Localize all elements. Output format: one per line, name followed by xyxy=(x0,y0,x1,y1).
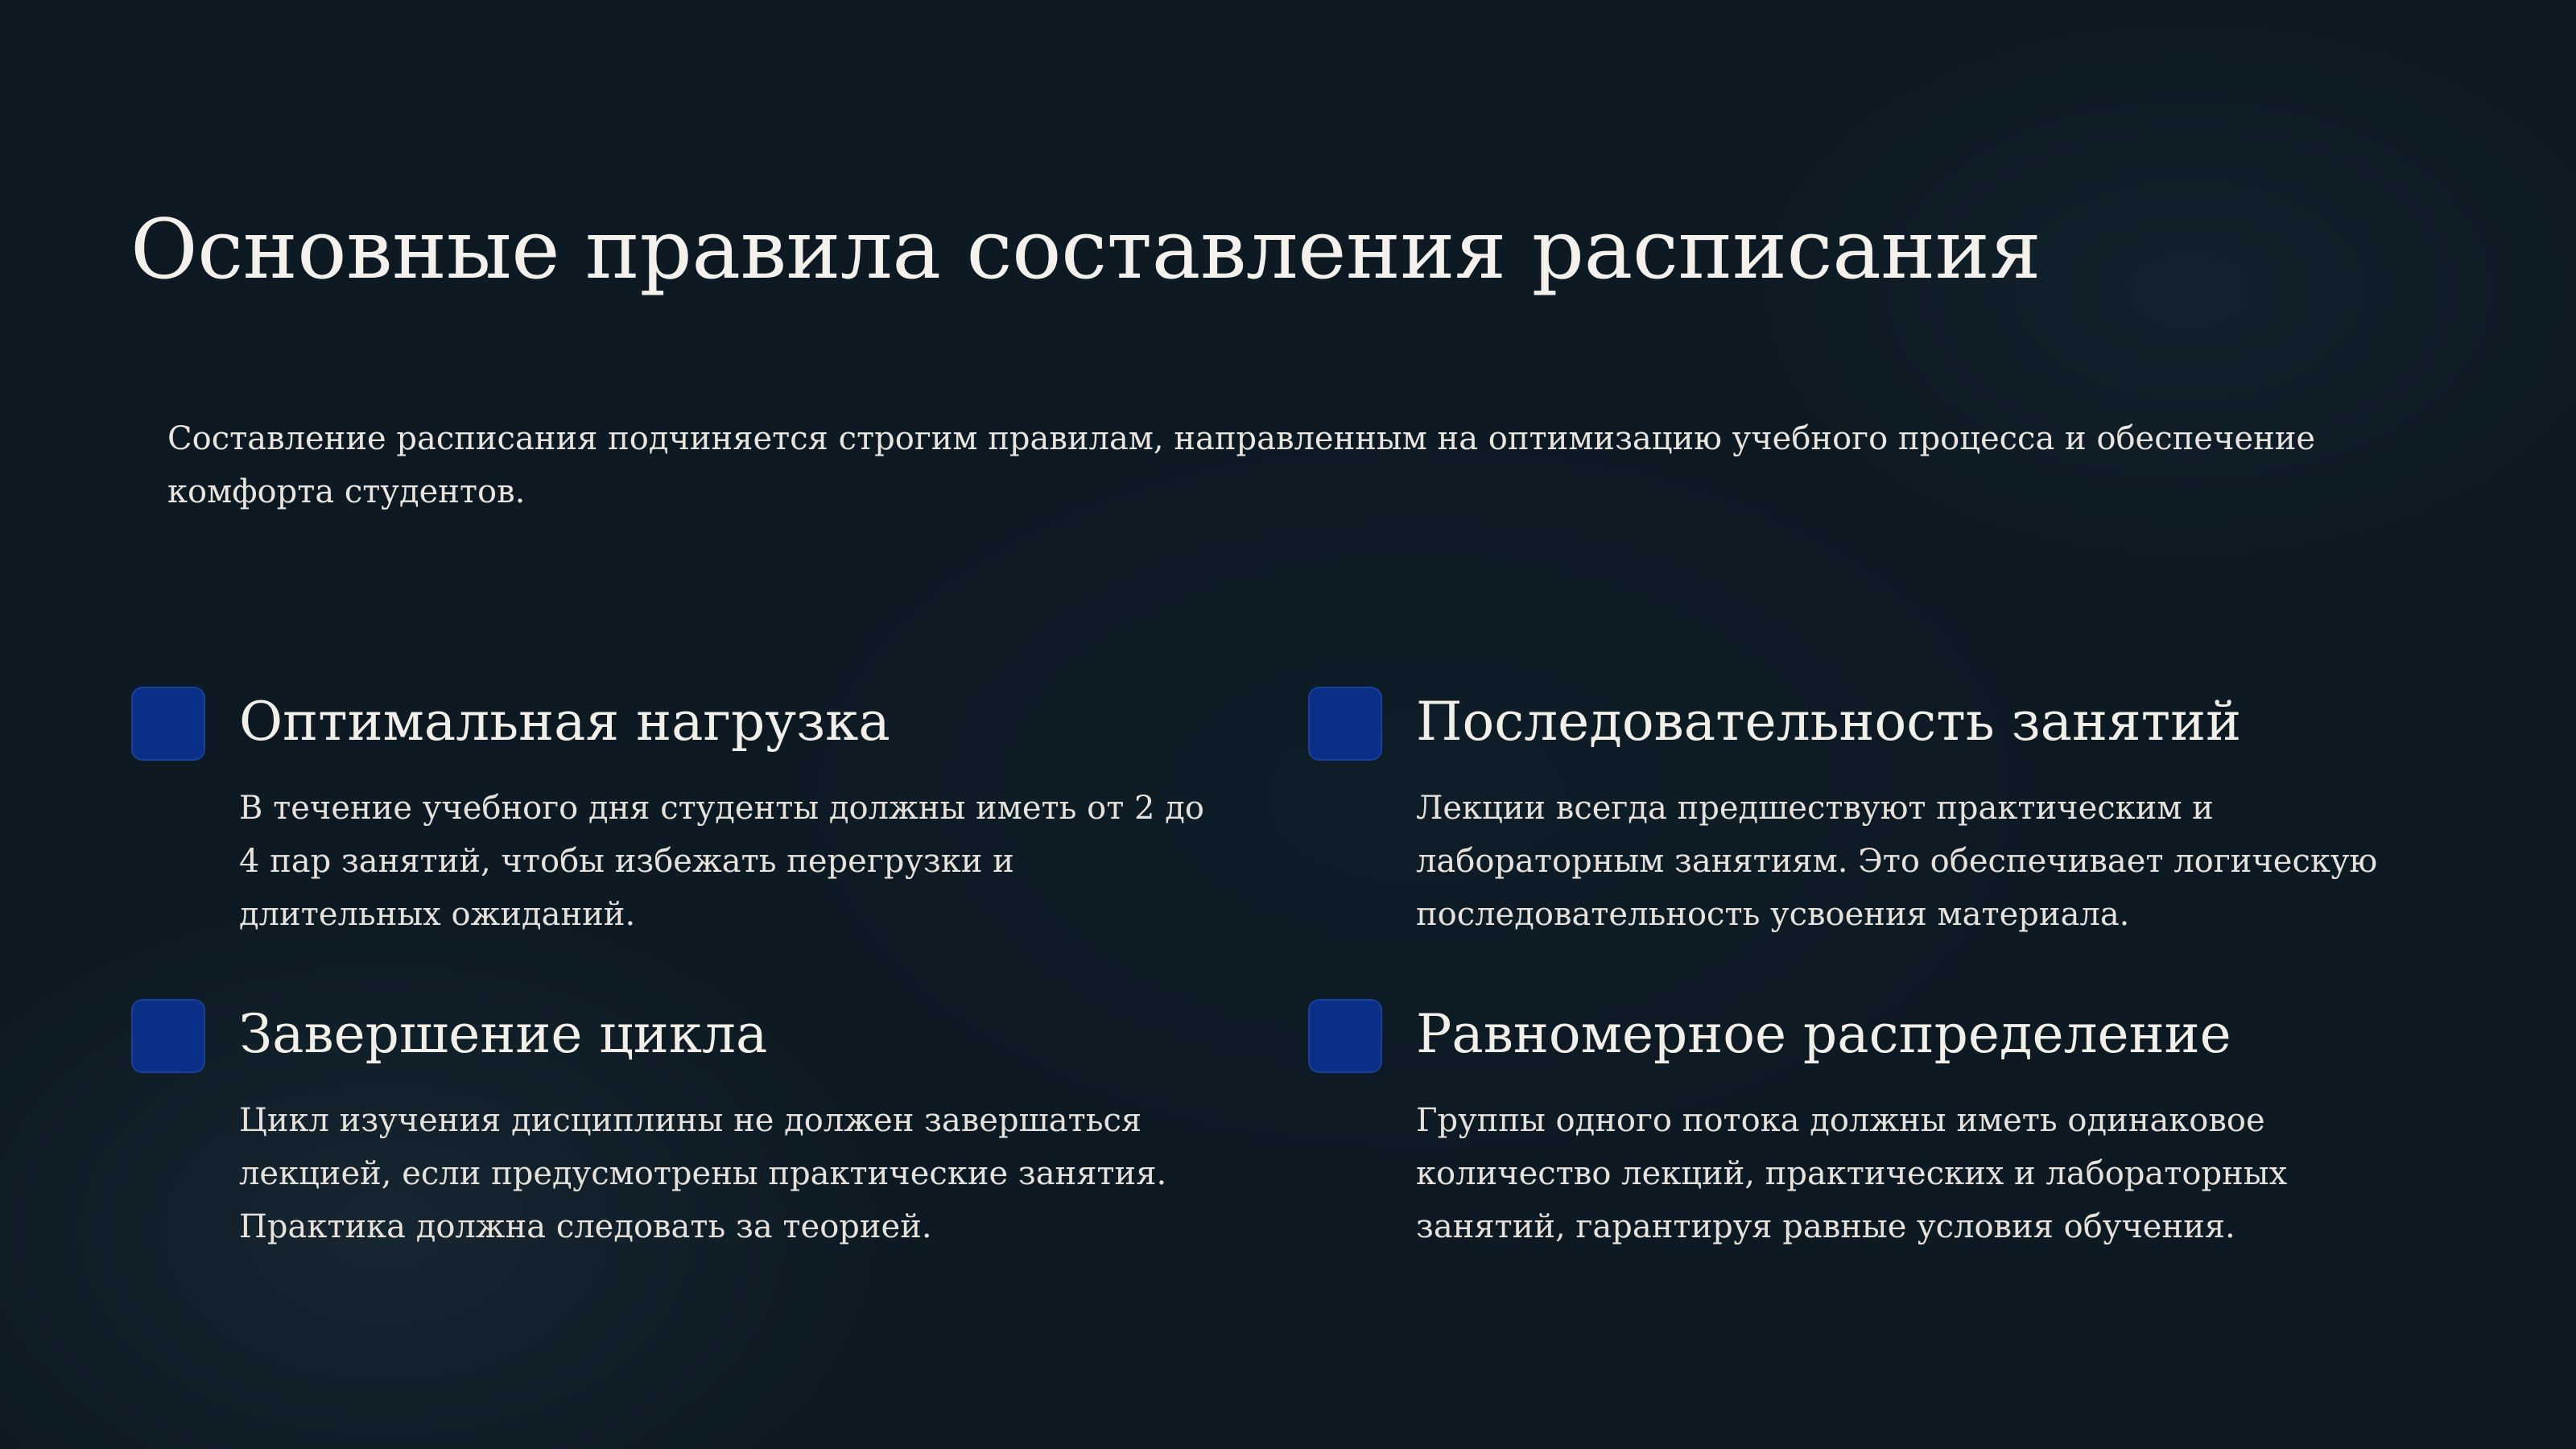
square-bullet-icon xyxy=(1308,687,1382,761)
slide-intro: Составление расписания подчиняется строгим правилам, направленным на оптимизацию учебного процесса и обеспечение комфорта студентов. xyxy=(167,420,2316,510)
rule-text: Лекции всегда предшествуют практическим и лабораторным занятиям. Это обеспечивает логическую последовательность усвоения материала. xyxy=(1416,790,2378,933)
rule-card-cycle-completion xyxy=(131,999,1178,1265)
rule-title: Равномерное распределение xyxy=(1416,1003,2231,1065)
square-bullet-icon xyxy=(1308,999,1382,1073)
rule-card-sequence xyxy=(1308,687,2378,952)
rule-text: Цикл изучения дисциплины не должен завершаться лекцией, если предусмотрены практические занятия. Практика должна следовать за теорией. xyxy=(239,1102,1167,1245)
rule-text: В течение учебного дня студенты должны иметь от 2 до 4 пар занятий, чтобы избежать перегрузки и длительных ожиданий. xyxy=(239,790,1204,933)
slide-title: Основные правила составления расписания xyxy=(130,202,2041,298)
rule-title: Завершение цикла xyxy=(239,1003,768,1065)
rule-text: Группы одного потока должны иметь одинаковое количество лекций, практических и лабораторных занятий, гарантируя равные условия обучения. xyxy=(1416,1102,2288,1245)
rule-card-even-distribution xyxy=(1308,999,2355,1265)
rule-card-optimal-load xyxy=(131,687,1204,952)
rule-title: Последовательность занятий xyxy=(1416,691,2242,753)
rule-title: Оптимальная нагрузка xyxy=(239,691,890,753)
square-bullet-icon xyxy=(131,999,205,1073)
square-bullet-icon xyxy=(131,687,205,761)
